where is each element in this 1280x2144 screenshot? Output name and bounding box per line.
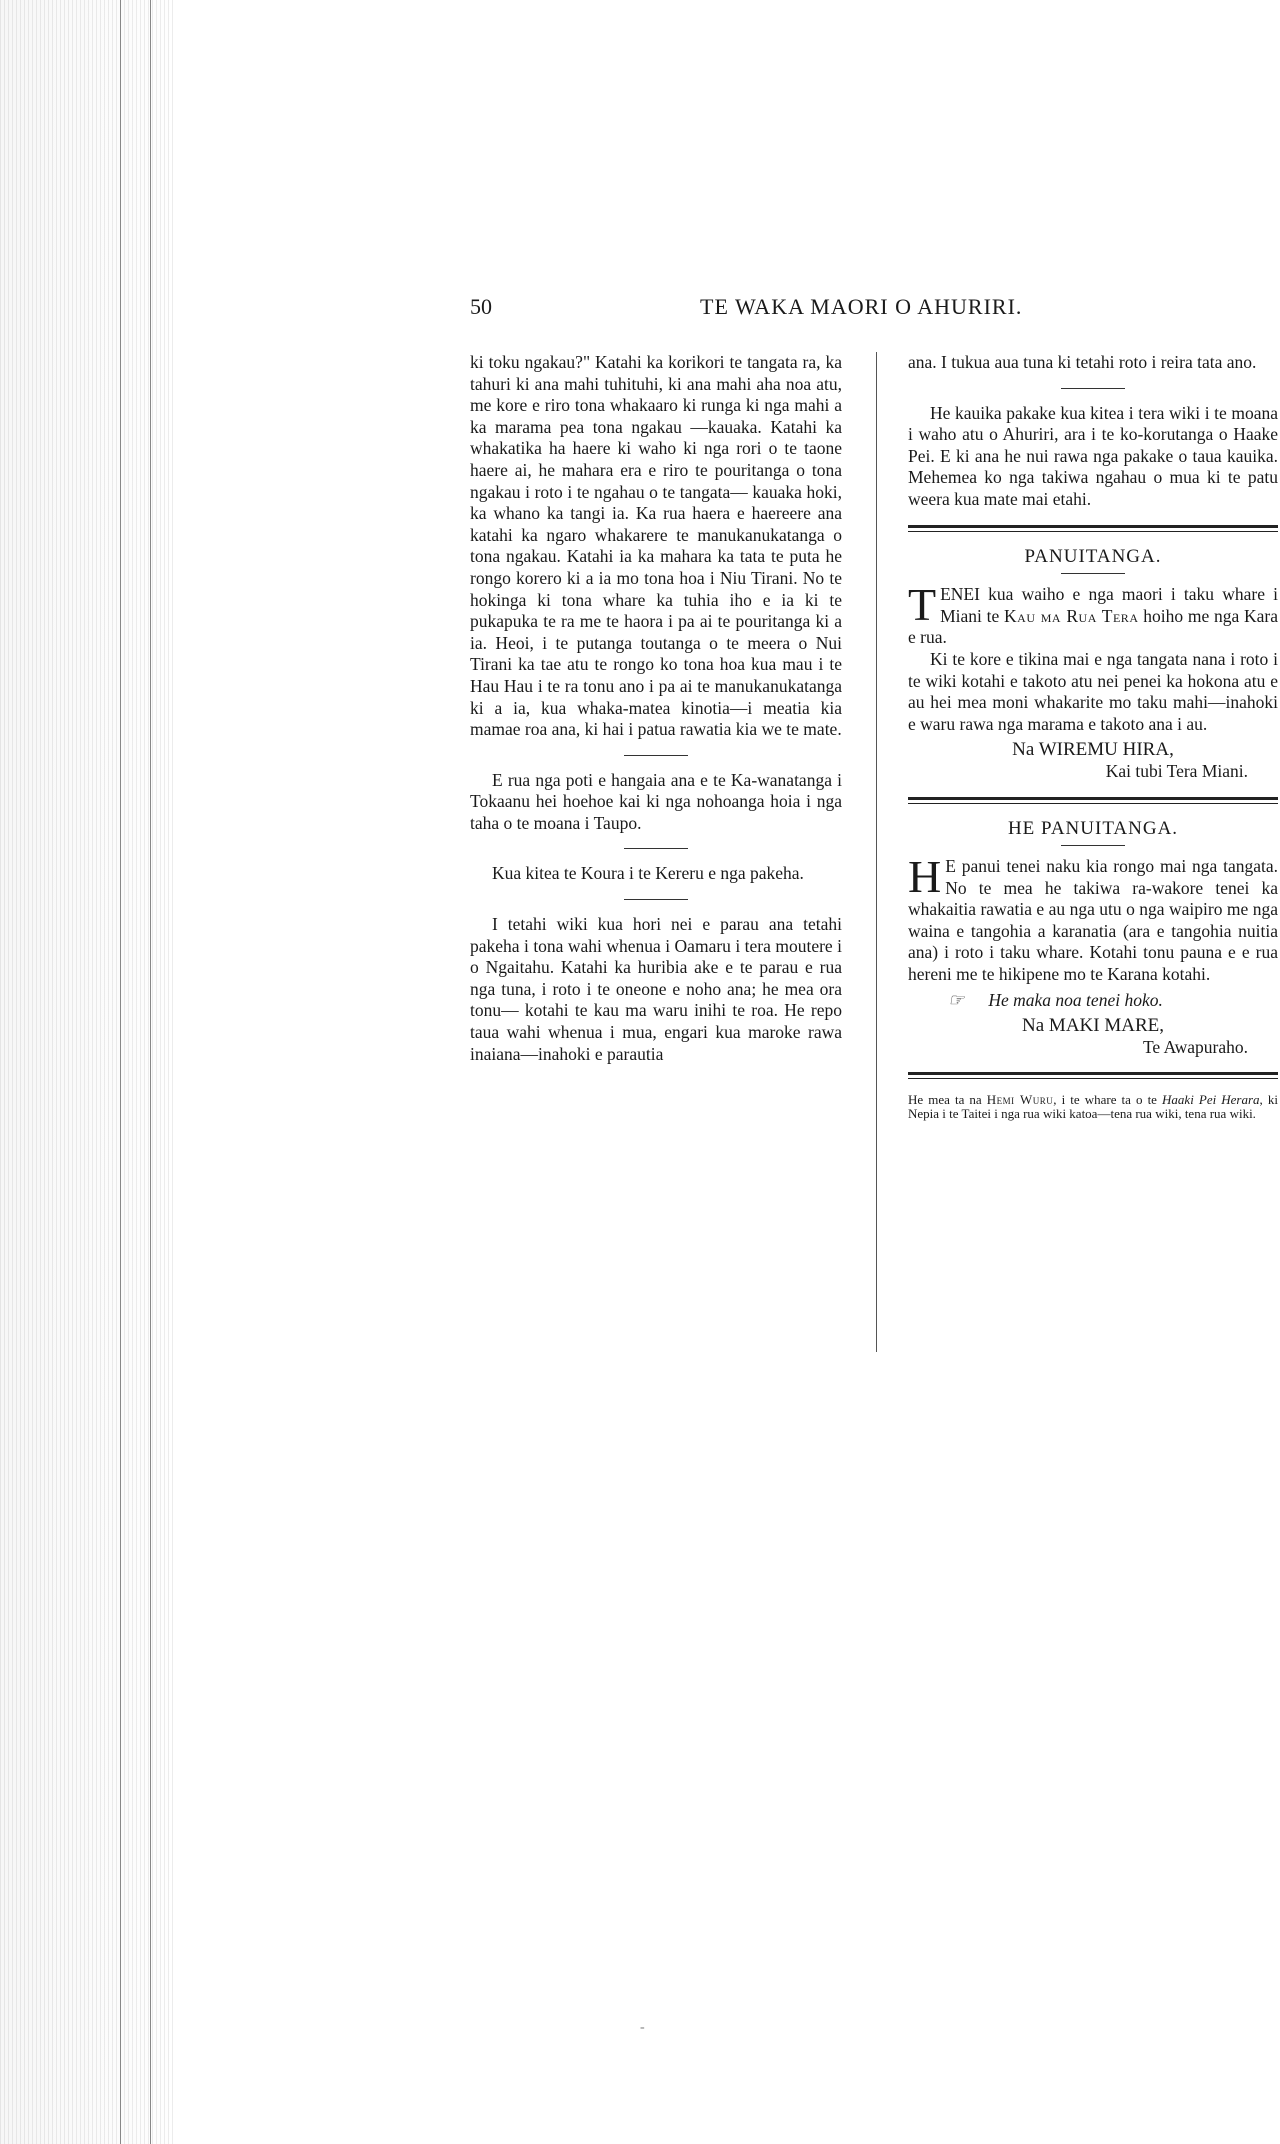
double-rule bbox=[908, 1072, 1278, 1079]
notice-item-name: Kau ma Rua Tera bbox=[1004, 605, 1139, 626]
notice-paragraph bbox=[908, 579, 1278, 649]
section-rule bbox=[1061, 845, 1125, 846]
imprint-paper: Haaki Pei Herara bbox=[1162, 1092, 1260, 1108]
section-rule bbox=[624, 848, 688, 849]
scan-gutter bbox=[0, 0, 175, 2144]
scan-mark: - bbox=[640, 2020, 645, 2035]
imprint-printer: Hemi Wuru bbox=[986, 1092, 1054, 1108]
imprint-text: , ki Nepia i te Taitei i nga rua wiki katoa—tena rua wiki, tena rua wiki. bbox=[908, 1092, 1278, 1122]
notice-paragraph: HE panui tenei naku kia rongo mai nga tangata. No te mea he takiwa ra-wakore tenei ka whakaitia rawatia e au nga utu o nga waipiro me nga waina e tangohia a karanatia (ara e tangohia nuitia ana) i roto i taku whare. Kotahi tonu pauna e e rua hereni me te hikipene mo te Karana kotahi. bbox=[908, 851, 1278, 985]
signature-place: Kai tubi Tera Miani. bbox=[1105, 760, 1248, 781]
running-title: TE WAKA MAORI O AHURIRI. bbox=[700, 294, 1023, 319]
section-rule bbox=[624, 899, 688, 900]
notice-note: He maka noa tenei hoko. bbox=[988, 989, 1163, 1010]
left-column bbox=[470, 352, 842, 1065]
imprint-text: He mea ta na bbox=[908, 1092, 987, 1108]
right-column bbox=[908, 352, 1278, 1121]
page-header bbox=[470, 294, 1280, 334]
notice-panuitanga bbox=[908, 546, 1278, 783]
news-item: Kua kitea te Koura i te Kereru e nga pakeha. bbox=[492, 863, 804, 884]
double-rule bbox=[908, 525, 1278, 532]
imprint-text: , i te whare ta o te bbox=[1053, 1092, 1163, 1108]
page-number: 50 bbox=[470, 294, 492, 319]
notice-text: hoiho me nga Kara e rua. bbox=[908, 605, 1278, 648]
notice-note-line bbox=[908, 990, 1278, 1012]
double-rule bbox=[908, 797, 1278, 804]
article-paragraph: ki toku ngakau?" Katahi ka korikori te tangata ra, ka tahuri ki ana mahi tuhituhi, ki ana mahi aha noa atu, me kore e riro tona whakaaro ki runga ki nga mahi a ka marama pea tona ngakau —kauaka. Katahi ka whakatika ha haere ki waho ki nga rori o te taone haere ai, he mahara era e riro te pouritanga o tona ngakau i roto i te ngahau o te tangata— kauaka hoki, ka whano ka tangi ia. Ka rua haera e haereere ana katahi ka ngaro whakarere te manukanukatanga o tona ngakau. Katahi ia ka mahara ka tata te puta he rongo korero ki a ia mo tona hoa i Niu Tirani. No te hokinga ki tona whare ka tuhia iho e ia ki te pukapuka te ra me te haora i pa ai te pouritanga ki a ia. Heoi, i te putanga toutanga o te meera o Nui Tirani ka tae atu te rongo ko tona hoa kua mau i te Hau Hau i te ra tonu ano i pa ai te manukanukatanga ki a ia, kua whaka-matea kinotia—i meatia kia mamae roa ana, ki hai i patua rawatia kia we te mate. bbox=[470, 352, 842, 740]
notice-text: TENEI kua waiho e nga maori i taku whare i Miani te bbox=[908, 579, 1278, 631]
gutter-line bbox=[150, 0, 151, 2144]
notice-he-panuitanga bbox=[908, 818, 1278, 1059]
signature-place: Te Awapuraho. bbox=[1142, 1036, 1248, 1057]
signature-name: Na WIREMU HIRA, bbox=[1012, 739, 1174, 761]
notice-heading: HE PANUITANGA. bbox=[1007, 817, 1179, 839]
news-item: He kauika pakake kua kitea i tera wiki i te moana i waho atu o Ahuriri, ara i te ko-korutanga o Haake Pei. E ki ana he nui rawa nga pakake o taua kauika. Mehemea ko nga takiwa ngahau o mua ki te patu weera kua mate mai etahi. bbox=[908, 402, 1278, 509]
signature-name: Na MAKI MARE, bbox=[1022, 1015, 1164, 1037]
gutter-line bbox=[120, 0, 121, 2144]
notice-paragraph: Ki te kore e tikina mai e nga tangata nana i roto i te wiki kotahi e takoto atu nei penei ka hokona atu e au hei mea moni whakarite mo taku mahi—inahoki e waru rawa nga marama e takoto ana i au. bbox=[908, 648, 1278, 734]
section-rule bbox=[1061, 388, 1125, 389]
news-item: ana. I tukua aua tuna ki tetahi roto i reira tata ano. bbox=[908, 352, 1257, 372]
section-rule bbox=[624, 755, 688, 756]
printer-imprint bbox=[908, 1093, 1278, 1121]
section-rule bbox=[1061, 573, 1125, 574]
news-item: I tetahi wiki kua hori nei e parau ana tetahi pakeha i tona wahi whenua i Oamaru i tera moutere i o Ngaitahu. Katahi ka huribia ake e te parau e rua nga tuna, i roto i te oneone e noho ana; he mea ora tonu— kotahi te kau ma waru inihi te roa. He repo taua wahi whenua i mua, engari kua maroke rawa inaiana—inahoki e parautia bbox=[470, 914, 842, 1064]
news-item: E rua nga poti e hangaia ana e te Ka-wanatanga i Tokaanu hei hoehoe kai ki nga nohoanga hoia i nga taha o te moana i Taupo. bbox=[470, 769, 842, 833]
pointing-hand-icon: ☞ bbox=[948, 989, 965, 1010]
notice-heading: PANUITANGA. bbox=[1024, 545, 1162, 567]
column-divider bbox=[876, 352, 877, 1352]
